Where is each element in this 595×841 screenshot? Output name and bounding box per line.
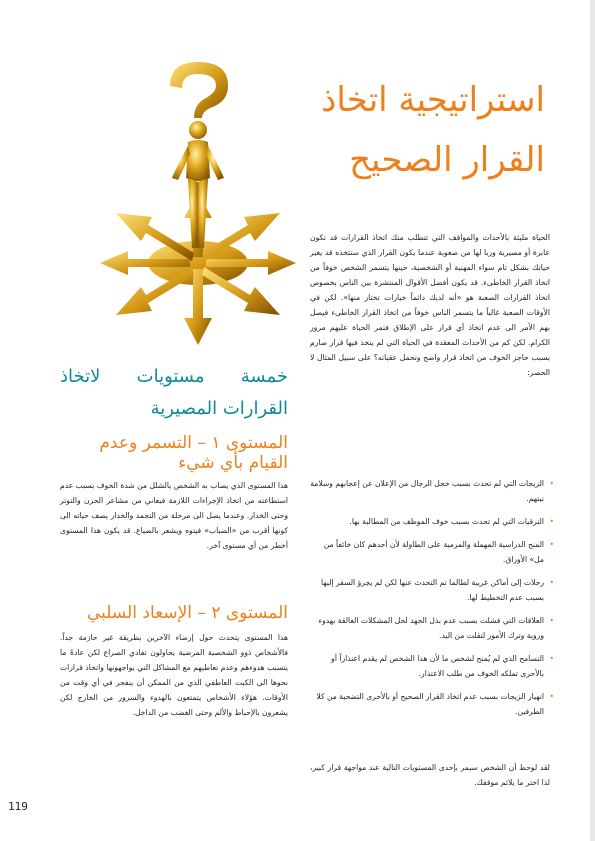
article-title-line-2: القرار الصحيح [349, 140, 545, 180]
bullet-icon: • [549, 517, 554, 526]
bullet-icon: • [549, 654, 554, 663]
bullet-icon: • [549, 540, 554, 549]
list-item [310, 537, 554, 567]
bullet-icon: • [549, 692, 554, 701]
level-1-heading: المستوى ١ – التسمر وعدم القيام بأي شيء [99, 433, 288, 473]
list-item [310, 651, 554, 681]
examples-list [310, 476, 554, 727]
level-1-paragraph: هذا المستوى الذي يصاب به الشخص بالشلل من شدة الخوف بسبب عدم استطاعته من اتخاذ الإجراءات اللازمة فيعاني من مشاعر الحزن والتوتر وحتى الخدار. وعندما يصل الى مرحلة من التجمد والخدار يصف حياته الى كونها أقرب من «الضباب» فيتوه ويشعر بالضياع. قد يكون هذا المستوى أخطر من أي مستوى آخر. [60, 481, 288, 550]
list-item-text: العلاقات التي فشلت بسبب عدم بذل الجهد لحل المشكلات العالقة بهدوء وروية وترك الأمور لتقلت من اليد. [318, 616, 544, 640]
list-item [310, 575, 554, 605]
article-title-line-1: استراتيجية اتخاذ [321, 80, 545, 120]
list-item-text: الزيجات التي لم تحدث بسبب خجل الرجال من الإعلان عن إعجابهم وسلامة نيتهم. [310, 479, 544, 503]
page-edge-rule [590, 0, 595, 841]
list-item-text: الترقيات التي لم تحدث بسبب خوف الموظف من المطالبة بها. [349, 517, 544, 526]
question-mark [170, 62, 228, 118]
closing-paragraph: لقد لوحظ أن الشخص سيمر بإحدى المستويات التالية عند مواجهة قرار كبير، لذا اختر ما يلائم موقفك. [310, 763, 550, 787]
list-item [310, 514, 554, 529]
section-title-line-2: القرارات المصيرية [150, 398, 288, 419]
bullet-icon: • [549, 616, 554, 625]
list-item-text: التسامح الذي لم يُمنح لشخص ما لأن هذا الشخص لم يقدم اعتذاراً أو بالأحرى تملكه الخوف من طلب الاعتذار. [331, 654, 544, 678]
bullet-icon: • [549, 479, 554, 488]
list-item-text: المنح الدراسية المهملة والمرمية على الطاولة لأن أحدهم كان خائفاً من مل» الأوراق. [323, 540, 544, 564]
section-title-line-1: خمسة مستويات لاتخاذ [60, 366, 288, 387]
bullet-icon: • [549, 578, 554, 587]
list-item [310, 613, 554, 643]
golden-figure [172, 121, 224, 248]
level-2-paragraph: هذا المستوى يتحدث حول إرضاء الآخرين بطريقة غير حازمة جداً. فالأشخاص ذوو الشخصية المرضية يحاولون تفادي الصراع لكن عادةً ما يتسبب هدوءهم وعدم تعاطيهم مع المشاكل التي يواجهونها واتخاذ قرارات نحوها الى الكبت العاطفي الذي من الممكن أن ينفجر في أي وقت من الأوقات. هؤلاء الأشخاص يتمتعون بالهدوء والسرور من الخارج لكن يشعرون بالإحباط والألم وحتى الغضب من الداخل. [60, 633, 288, 717]
level-2-heading: المستوى ٢ – الإسعاد السلبي [87, 603, 288, 623]
golden-figure-question-mark-arrows-icon [98, 58, 298, 348]
list-item-text: رحلات إلى أماكن غريبة لطالما تم التحدث عنها لكن لم يجرؤ السفر إليها بسبب عدم التخطيط لها. [321, 578, 544, 602]
list-item [310, 689, 554, 719]
list-item-text: انهيار الزيجات بسبب عدم اتخاذ القرار الصحيح أو بالأحرى التضحية من كلا الطرفين. [316, 692, 544, 716]
intro-paragraph: الحياة مليئة بالأحداث والمواقف التي تتطلب منك اتخاذ القرارات قد تكون عابرة أو مصيرية وربا لها من صعوبة عندما يكون القرار الذي ستتخذه قد يغير حياتك بشكل تام سواء المهنية أو الشخصية، حينها يتسمر الشخص خوفاً من اتخاذ القرار الخاطىء. قد يكون أفضل الأقوال المنتشرة بين الناس بخصوص اتخاذ القرارات الصعبة هو «أنه لديك دائماً خيارات تختار منها». لكن في الأوقات الصعبة غالباً ما يتسمر الناس خوفاً من اتخاذ القرار الخاطىء فيصل بهم الأمر الى عدم اتخاذ أي قرار على الإطلاق فتمر الحياة عليهم مرور الكرام. لكن كم من الأحداث المعقدة في الحياة التي لم يتخذ فيها قرار صارم بسبب حاجز الخوف من اتخاذ قرار واضح وتحمل عقباته؟ على سبيل المثال لا الحصر: [310, 232, 550, 377]
page-number: 119 [8, 800, 28, 813]
list-item [310, 476, 554, 506]
